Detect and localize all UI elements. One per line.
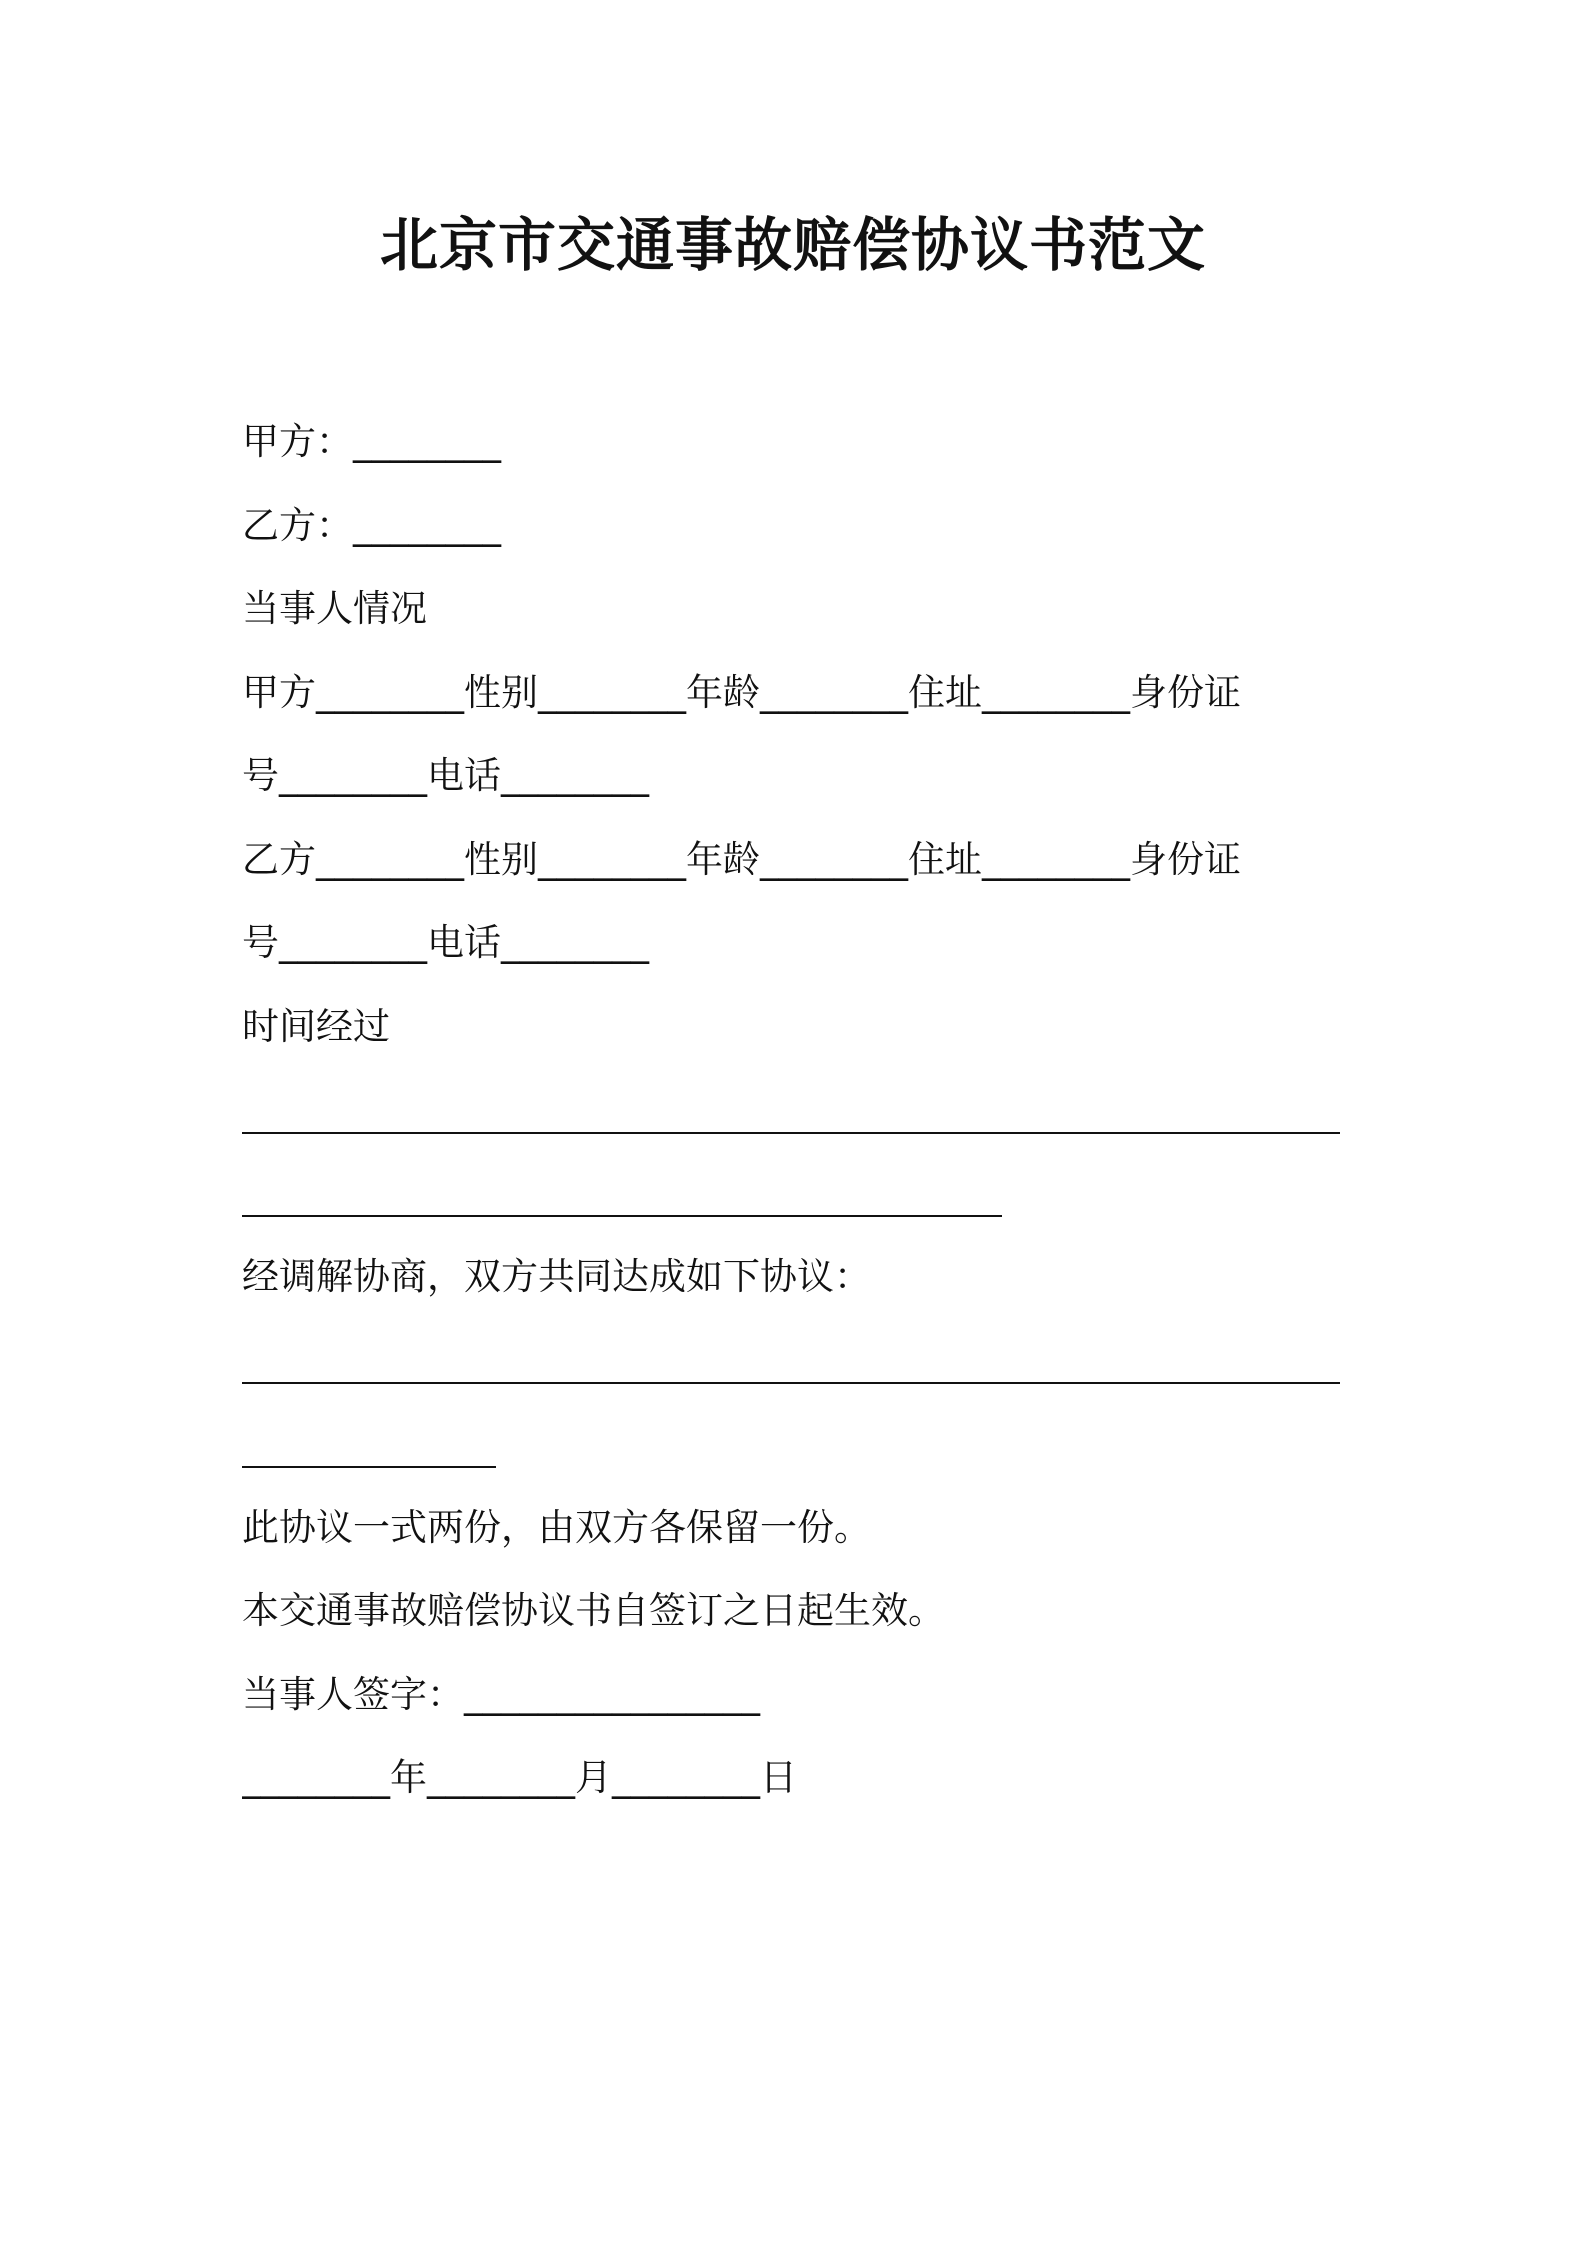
parties-heading: 当事人情况 bbox=[242, 587, 427, 630]
incident-heading: 时间经过 bbox=[242, 1004, 390, 1048]
effective-clause: 本交通事故赔偿协议书自签订之日起生效。 bbox=[242, 1589, 945, 1632]
agreement-blank-line-2 bbox=[242, 1402, 1362, 1486]
party-a-line: 甲方：________ bbox=[242, 420, 501, 463]
party-b-details-line-1: 乙方________性别________年龄________住址________身份证 bbox=[242, 837, 1241, 881]
document-title: 北京市交通事故赔偿协议书范文 bbox=[379, 211, 1206, 279]
agreement-intro: 经调解协商，双方共同达成如下协议： bbox=[242, 1255, 871, 1298]
party-a-details-line-2: 号________电话________ bbox=[242, 754, 649, 797]
agreement-blank-line-1 bbox=[242, 1319, 1362, 1403]
incident-blank-line-2 bbox=[242, 1152, 1362, 1236]
document-body bbox=[242, 400, 1362, 1820]
incident-blank-line-1 bbox=[242, 1068, 1362, 1152]
copies-clause: 此协议一式两份，由双方各保留一份。 bbox=[242, 1505, 871, 1549]
signature-line: 当事人签字：________________ bbox=[242, 1672, 760, 1716]
party-b-details-line-2: 号________电话________ bbox=[242, 921, 649, 964]
party-a-details-line-1: 甲方________性别________年龄________住址________身份证 bbox=[242, 670, 1241, 714]
date-line: ________年________月________日 bbox=[242, 1756, 797, 1799]
party-b-line: 乙方：________ bbox=[242, 503, 501, 547]
